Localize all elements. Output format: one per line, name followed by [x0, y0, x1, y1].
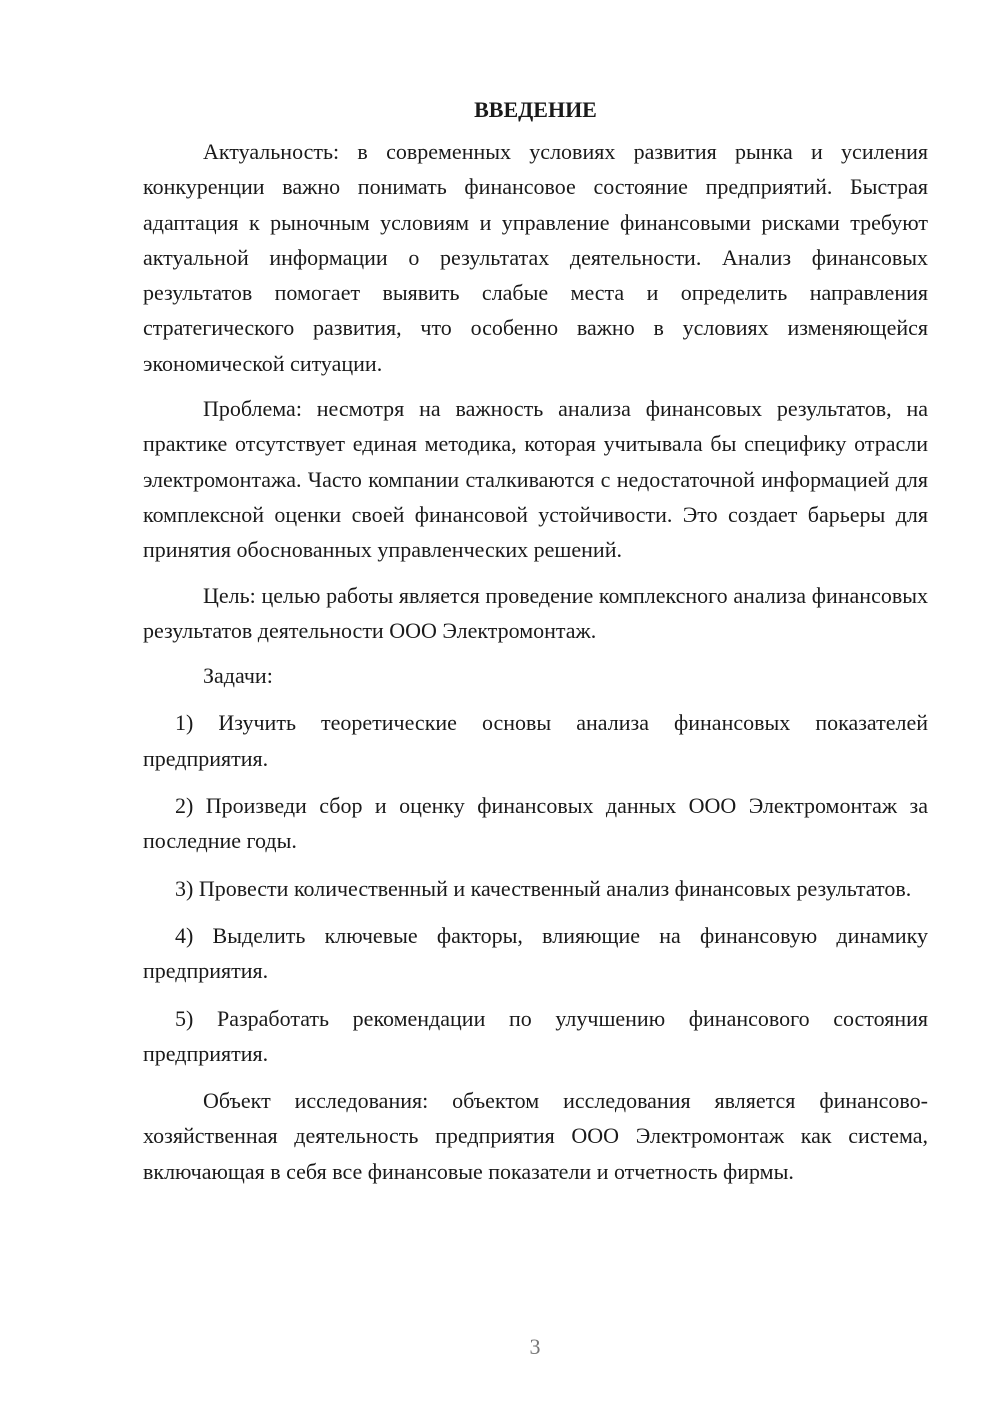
tasks-heading: Задачи:	[203, 663, 273, 689]
task-item-4: 4) Выделить ключевые факторы, влияющие на финансовую динамику предприятия.	[143, 922, 928, 984]
paragraph-goal: Цель: целью работы является проведение комплексного анализа финансовых результатов деятельности ООО Электромонтаж.	[143, 582, 928, 643]
task-item-3: 3) Провести количественный и качественный анализ финансовых результатов.	[175, 875, 912, 901]
task-item-5: 5) Разработать рекомендации по улучшению финансового состояния предприятия.	[143, 1005, 928, 1066]
paragraph-problem: Проблема: несмотря на важность анализа финансовых результатов, на практике отсутствует единая методика, которая учитывала бы специфику отрасли электромонтажа. Часто компании сталкиваются с недостаточной информацией для комплексной оценки своей финансовой устойчивости. Это создает барьеры для принятия обоснованных управленческих решений.	[143, 396, 928, 563]
section-title: ВВЕДЕНИЕ	[474, 97, 597, 122]
task-item-1: 1) Изучить теоретические основы анализа финансовых показателей предприятия.	[143, 710, 928, 771]
document-page	[143, 92, 928, 1189]
paragraph-object: Объект исследования: объектом исследования является финансово-хозяйственная деятельность предприятия ООО Электромонтаж как система, включающая в себя все финансовые показатели и отчетность фирмы.	[143, 1088, 928, 1184]
paragraph-relevance: Актуальность: в современных условиях развития рынка и усиления конкуренции важно понимать финансовое состояние предприятий. Быстрая адаптация к рыночным условиям и управление финансовыми рисками требуют актуальной информации о результатах деятельности. Анализ финансовых результатов помогает выявить слабые места и определить направления стратегического развития, что особенно важно в условиях изменяющейся экономической ситуации.	[143, 139, 928, 376]
page-number: 3	[529, 1334, 541, 1359]
task-item-2: 2) Произведи сбор и оценку финансовых данных ООО Электромонтаж за последние годы.	[143, 793, 928, 854]
